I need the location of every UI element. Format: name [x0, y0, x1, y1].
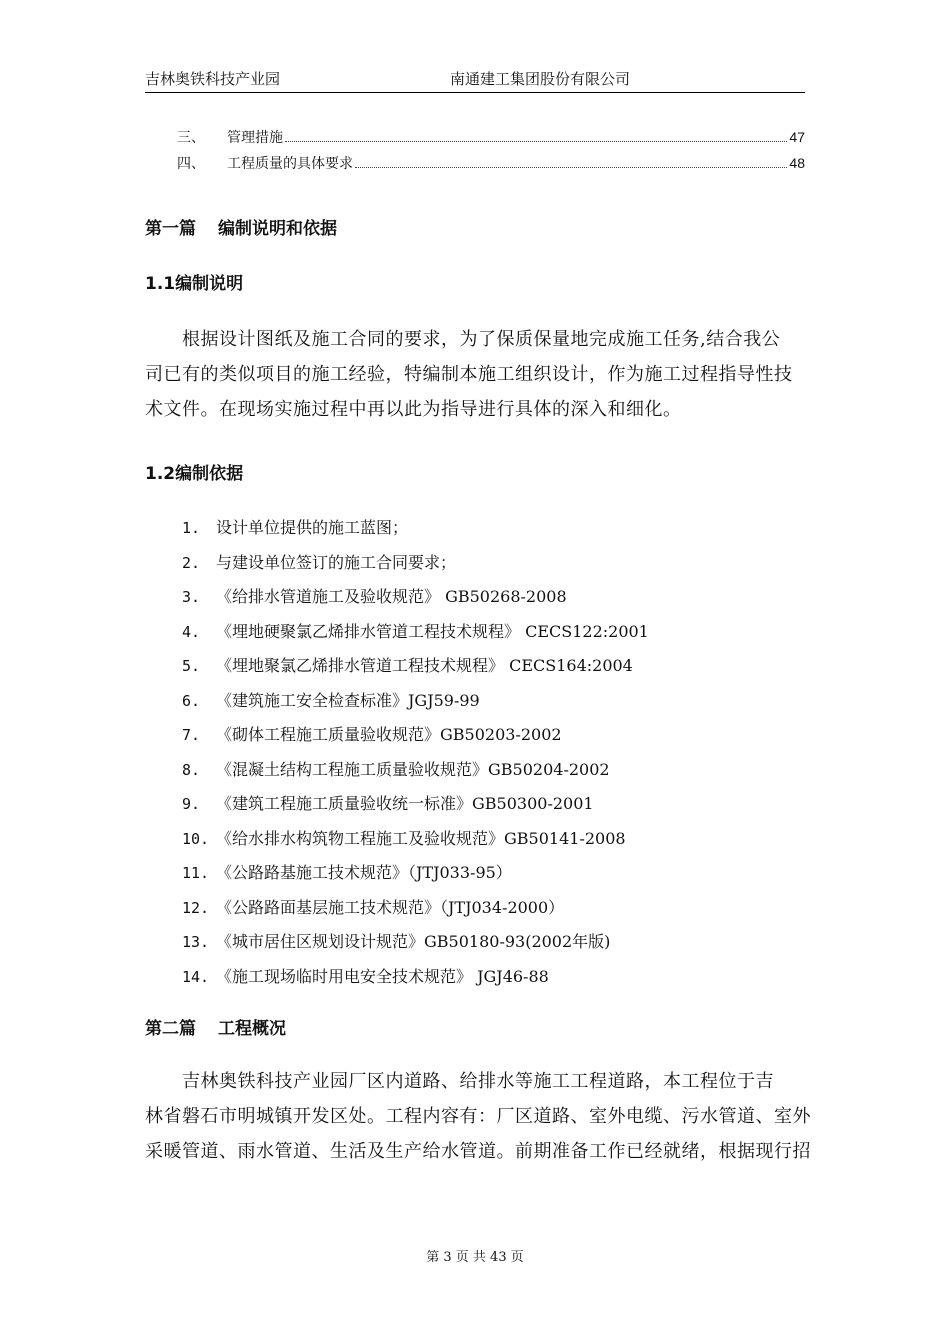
paragraph-line: 根据设计图纸及施工合同的要求，为了保质保量地完成施工任务,结合我公 [145, 329, 781, 350]
section-label: 第一篇 [145, 219, 196, 239]
list-item [182, 718, 802, 753]
list-item-number: 4. [182, 622, 201, 641]
list-item [182, 649, 802, 684]
list-item [182, 891, 802, 926]
list-item-text: 设计单位提供的施工蓝图； [216, 518, 409, 537]
section-heading-1 [145, 214, 337, 239]
section-title: 工程概况 [218, 1019, 286, 1039]
paragraph-line: 林省磐石市明城镇开发区处。工程内容有：厂区道路、室外电缆、污水管道、室外 [145, 1106, 811, 1127]
toc-entry-title: 工程质量的具体要求 [227, 156, 353, 172]
list-item-number: 9. [182, 795, 201, 813]
list-item-number: 7. [182, 726, 201, 744]
list-item-text: 《城市居住区规划设计规范》GB50180-93(2002年版) [216, 932, 611, 951]
section-label: 第二篇 [145, 1019, 196, 1039]
list-item-number: 13. [182, 933, 210, 951]
list-item-text: 《公路路基施工技术规范》（JTJ033-95） [216, 863, 512, 882]
paragraph-project-overview [145, 1064, 811, 1169]
list-item [182, 580, 802, 615]
toc-entry-title: 管理措施 [227, 130, 283, 146]
list-item [182, 960, 802, 995]
list-item-number: 11. [182, 864, 210, 882]
toc-entry[interactable] [177, 153, 805, 175]
toc-dot-leader [285, 129, 787, 142]
list-item-number: 10. [182, 829, 210, 848]
list-item [182, 822, 802, 857]
list-item [182, 787, 802, 822]
list-item-number: 14. [182, 967, 210, 986]
paragraph-compile-notes [145, 322, 807, 427]
list-item-number: 8. [182, 760, 201, 779]
toc-entry-number: 三、 [177, 130, 205, 146]
section-heading-2 [145, 1014, 286, 1039]
paragraph-line: 术文件。在现场实施过程中再以此为指导进行具体的深入和细化。 [145, 399, 682, 420]
list-item-text: 《给排水管道施工及验收规范》 GB50268-2008 [216, 587, 567, 606]
paragraph-line: 司已有的类似项目的施工经验，特编制本施工组织设计，作为施工过程指导性技 [145, 364, 793, 385]
header-company-name: 南通建工集团股份有限公司 [450, 70, 631, 88]
list-item [182, 925, 802, 960]
toc-entry-page: 48 [789, 155, 805, 171]
list-item [182, 546, 802, 581]
list-item-text: 《埋地硬聚氯乙烯排水管道工程技术规程》 CECS122:2001 [216, 621, 649, 641]
paragraph-line: 吉林奥铁科技产业园厂区内道路、给排水等施工工程道路，本工程位于吉 [145, 1071, 774, 1092]
list-item-text: 《建筑工程施工质量验收统一标准》GB50300-2001 [216, 794, 594, 813]
basis-list [182, 511, 802, 994]
list-item-text: 《混凝土结构工程施工质量验收规范》GB50204-2002 [216, 759, 610, 779]
list-item-text: 《公路路面基层施工技术规范》（JTJ034-2000） [216, 897, 565, 917]
list-item-text: 《埋地聚氯乙烯排水管道工程技术规程》 CECS164:2004 [216, 656, 633, 675]
list-item-number: 1. [182, 519, 201, 537]
header-project-name: 吉林奥铁科技产业园 [145, 70, 281, 88]
list-item [182, 753, 802, 788]
list-item [182, 615, 802, 650]
subsection-heading-1-1: 1.1编制说明 [145, 274, 244, 294]
list-item [182, 856, 802, 891]
list-item-text: 《施工现场临时用电安全技术规范》 JGJ46-88 [216, 966, 549, 986]
section-title: 编制说明和依据 [218, 219, 337, 239]
subsection-heading-1-2: 1.2编制依据 [145, 464, 244, 484]
list-item-text: 《给水排水构筑物工程施工及验收规范》GB50141-2008 [216, 828, 626, 848]
page-footer: 第 3 页 共 43 页 [426, 1250, 524, 1265]
list-item-number: 6. [182, 691, 201, 710]
list-item-number: 2. [182, 553, 201, 572]
paragraph-line: 采暖管道、雨水管道、生活及生产给水管道。前期准备工作已经就绪，根据现行招 [145, 1141, 811, 1162]
page-header [145, 64, 805, 93]
list-item [182, 684, 802, 719]
toc-entry[interactable] [177, 127, 805, 149]
list-item-text: 《砌体工程施工质量验收规范》GB50203-2002 [216, 725, 562, 744]
list-item-number: 3. [182, 588, 201, 606]
list-item [182, 511, 802, 546]
list-item-number: 12. [182, 898, 210, 917]
toc-dot-leader [355, 155, 787, 168]
toc-entry-page: 47 [789, 129, 805, 145]
list-item-text: 与建设单位签订的施工合同要求； [216, 552, 457, 572]
toc-entry-number: 四、 [177, 156, 205, 172]
list-item-text: 《建筑施工安全检查标准》JGJ59-99 [216, 690, 480, 710]
list-item-number: 5. [182, 657, 201, 675]
